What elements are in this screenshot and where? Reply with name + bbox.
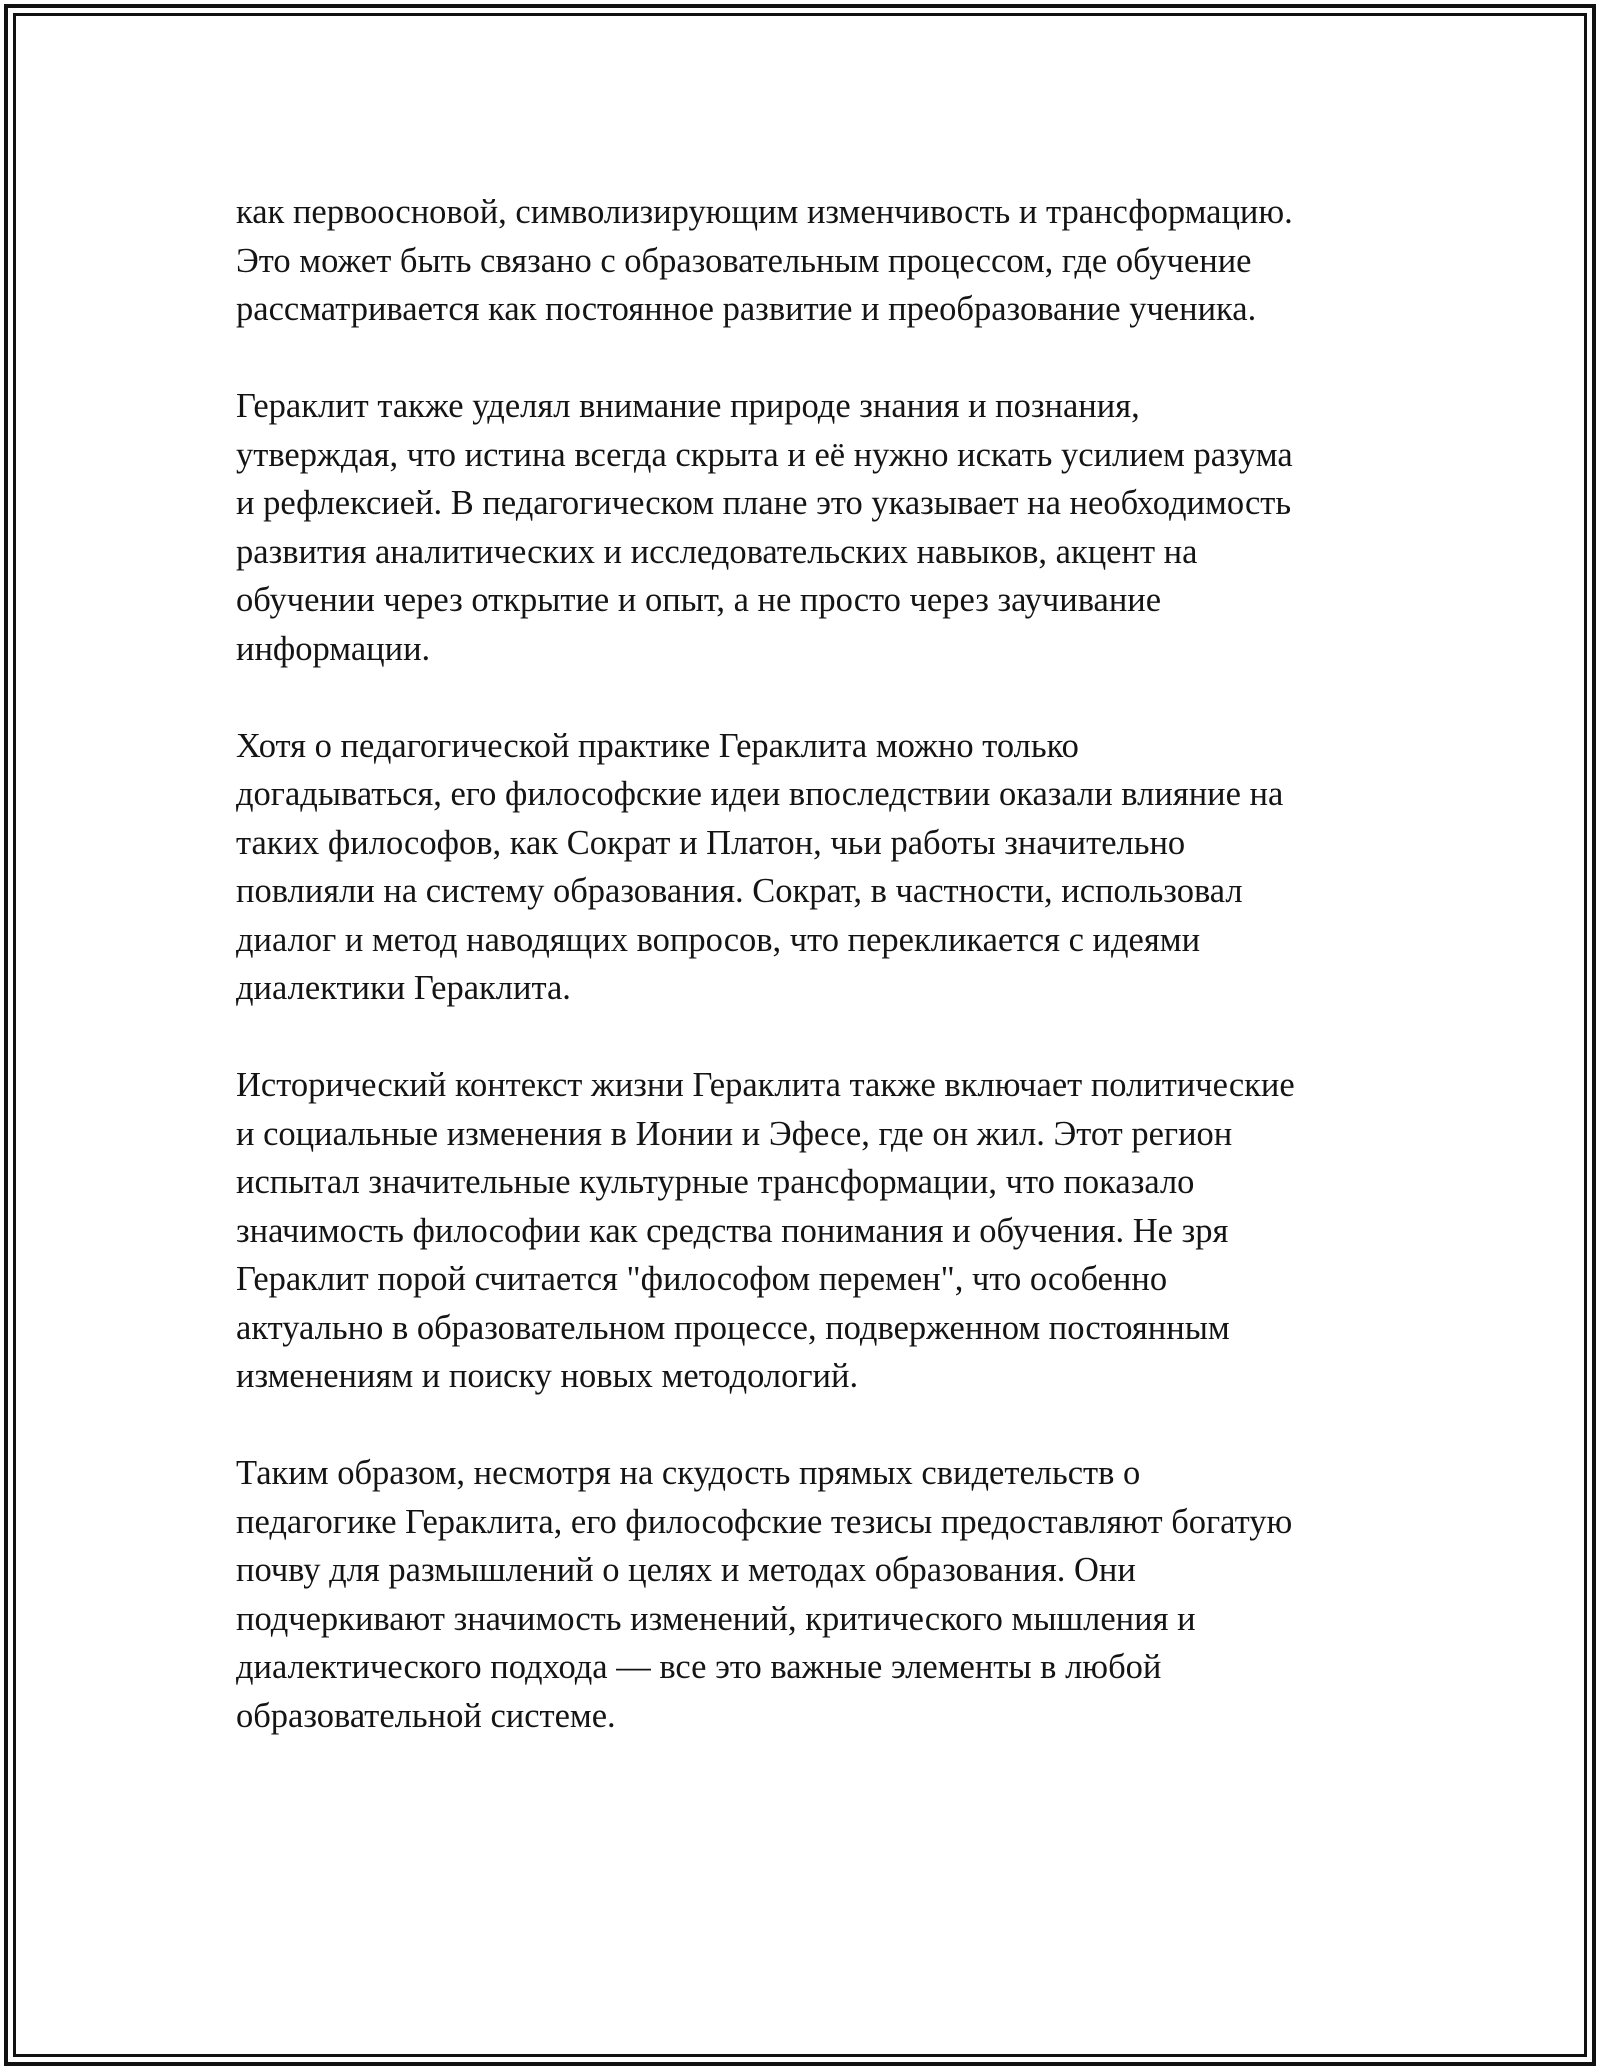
paragraph-3: Хотя о педагогической практике Гераклита можно только догадываться, его философские идеи впоследствии оказали влияние на таких философов, как Сократ и Платон, чьи работы значительно повлияли на систему образования. Сократ, в частности, использовал диалог и метод наводящих вопросов, что перекликается с идеями диалектики Гераклита.: [236, 726, 1284, 1007]
paragraph-1: как первоосновой, символизирующим изменчивость и трансформацию. Это может быть связано с образовательным процессом, где обучение рассматривается как постоянное развитие и преобразование ученика.: [236, 193, 1293, 328]
paragraph-5: Таким образом, несмотря на скудость прямых свидетельств о педагогике Гераклита, его философские тезисы предоставляют богатую почву для размышлений о целях и методах образования. Они подчеркивают значимость изменений, критического мышления и диалектического подхода — все это важные элементы в любой образовательной системе.: [236, 1454, 1293, 1735]
paragraph-4: Исторический контекст жизни Гераклита также включает политические и социальные изменения в Ионии и Эфесе, где он жил. Этот регион испытал значительные культурные трансформации, что показало значимость философии как средства понимания и обучения. Не зря Гераклит порой считается "философом перемен", что особенно актуально в образовательном процессе, подверженном постоянным изменениям и поиску новых методологий.: [236, 1066, 1295, 1395]
paragraph-2: Гераклит также уделял внимание природе знания и познания, утверждая, что истина всегда скрыта и её нужно искать усилием разума и рефлексией. В педагогическом плане это указывает на необходимость развития аналитических и исследовательских навыков, акцент на обучении через открытие и опыт, а не просто через заучивание информации.: [236, 387, 1293, 668]
document-body: [236, 188, 1376, 1789]
